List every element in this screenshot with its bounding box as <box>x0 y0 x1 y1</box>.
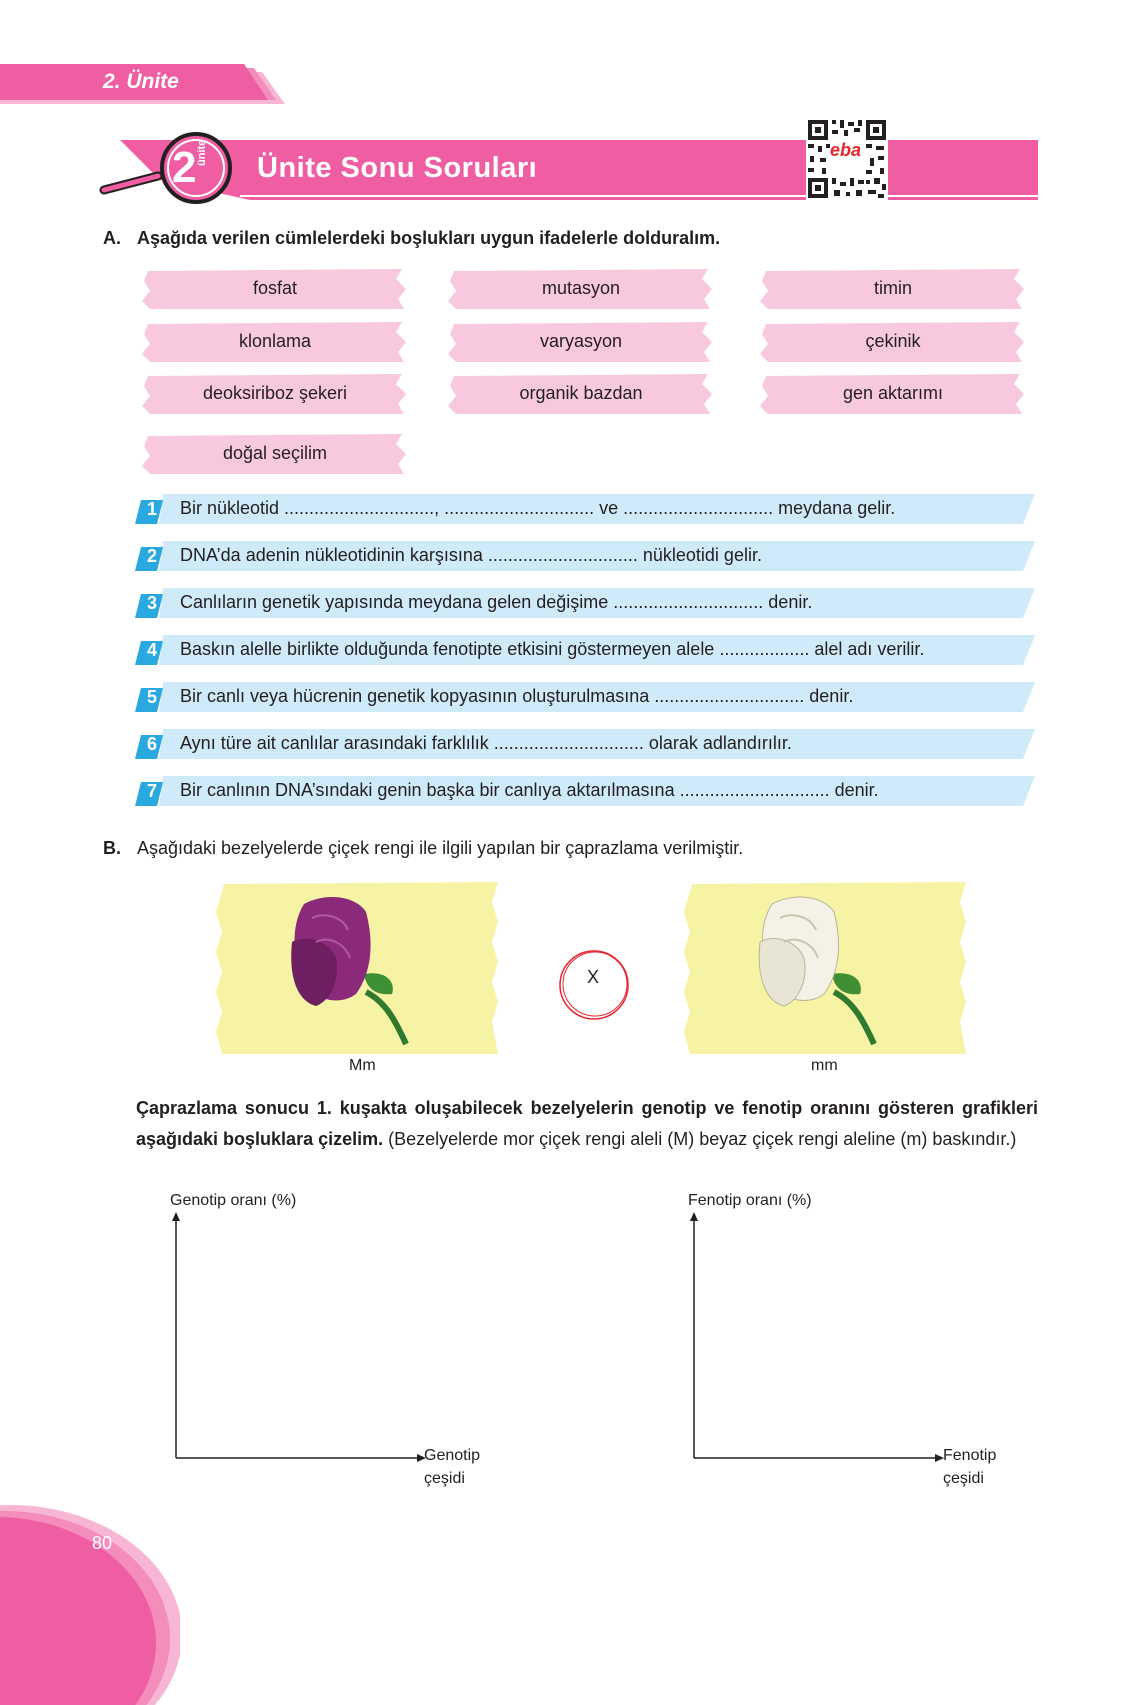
genotype-x-label-line1: Genotip <box>424 1447 481 1464</box>
unit-badge-word: ünite <box>196 139 208 166</box>
page-number: 80 <box>92 1533 113 1553</box>
word-chip <box>140 432 410 476</box>
question-text: Bir canlının DNA’sındaki genin başka bir canlıya aktarılmasına .............................. denir. <box>180 780 879 800</box>
section-b-text: Aşağıdaki bezelyelerde çiçek rengi ile ilgili yapılan bir çaprazlama verilmiştir. <box>137 838 744 858</box>
word-chip <box>140 320 410 364</box>
question-text: Canlıların genetik yapısında meydana gelen değişime .............................. denir. <box>180 592 813 612</box>
word-chip-label: gen aktarımı <box>842 383 944 403</box>
word-chip <box>758 320 1028 364</box>
word-chip-label: çekinik <box>865 331 921 351</box>
question-number: 6 <box>146 734 157 754</box>
right-flower-genotype: mm <box>811 1057 838 1074</box>
word-chip-label: fosfat <box>252 278 298 298</box>
question-number: 3 <box>146 593 157 613</box>
section-a-text: Aşağıda verilen cümlelerdeki boşlukları uygun ifadelerle dolduralım. <box>137 228 721 248</box>
eba-logo: eba <box>830 140 862 160</box>
word-chip <box>140 267 410 311</box>
section-a-instruction <box>103 228 720 249</box>
genotype-graph-axes <box>168 1212 428 1468</box>
question-row <box>135 492 1035 526</box>
question-row <box>135 539 1035 573</box>
word-chip <box>140 372 410 416</box>
question-row <box>135 633 1035 667</box>
task-paragraph-normal: (Bezelyelerde mor çiçek rengi aleli (M) beyaz çiçek rengi aleline (m) baskındır.) <box>383 1129 1017 1149</box>
question-text: Aynı türe ait canlılar arasındaki farklılık .............................. olarak adlandırılır. <box>180 733 792 753</box>
word-chip-label: doğal seçilim <box>222 443 328 463</box>
word-chip-label: organik bazdan <box>519 383 643 403</box>
word-chip <box>446 267 716 311</box>
question-text: DNA’da adenin nükleotidinin karşısına .............................. nükleotidi gelir. <box>180 545 762 565</box>
question-row <box>135 680 1035 714</box>
question-number: 4 <box>146 640 157 660</box>
page-number-circle <box>0 1505 180 1705</box>
phenotype-x-label-line2: çeşidi <box>943 1470 984 1487</box>
question-number: 2 <box>146 546 157 566</box>
phenotype-x-label-line1: Fenotip <box>943 1447 997 1464</box>
unit-badge-number: 2 <box>172 143 197 192</box>
phenotype-y-label: Fenotip oranı (%) <box>688 1192 812 1209</box>
unit-tab-label: 2. Ünite <box>103 70 179 93</box>
purple-flower-image <box>216 882 498 1054</box>
task-paragraph <box>136 1093 1038 1155</box>
left-flower-genotype: Mm <box>349 1057 376 1074</box>
question-row <box>135 586 1035 620</box>
word-chip <box>758 372 1028 416</box>
genotype-x-label-line2: çeşidi <box>424 1470 465 1487</box>
word-chip-label: timin <box>873 278 912 298</box>
question-number: 5 <box>146 687 157 707</box>
word-chip <box>758 267 1028 311</box>
magnifier-icon <box>98 128 238 208</box>
phenotype-graph-axes <box>686 1212 946 1468</box>
cross-symbol: X <box>587 967 600 987</box>
word-chip <box>446 372 716 416</box>
question-number: 7 <box>146 781 157 801</box>
word-chip-label: klonlama <box>238 331 312 351</box>
question-text: Bir nükleotid .............................., .............................. ve .............................. meydana gelir. <box>180 498 896 518</box>
question-row <box>135 727 1035 761</box>
question-text: Baskın alelle birlikte olduğunda fenotipte etkisini göstermeyen alele .................. alel adı verilir. <box>180 639 925 659</box>
section-a-letter: A. <box>103 228 121 248</box>
question-row <box>135 774 1035 808</box>
word-chip-label: varyasyon <box>539 331 623 351</box>
section-b-instruction <box>103 838 743 859</box>
task-paragraph-bold: Çaprazlama sonucu 1. kuşakta oluşabilecek bezelyelerin genotip ve fenotip oranını gösteren grafikleri aşağıdaki boşluklara çizelim. <box>136 1098 1038 1149</box>
section-b-letter: B. <box>103 838 121 858</box>
word-chip-label: deoksiriboz şekeri <box>202 383 348 403</box>
word-chip-label: mutasyon <box>541 278 621 298</box>
page-title: Ünite Sonu Soruları <box>257 152 538 184</box>
white-flower-image <box>684 882 966 1054</box>
question-number: 1 <box>146 499 157 519</box>
word-chip <box>446 320 716 364</box>
question-text: Bir canlı veya hücrenin genetik kopyasının oluşturulmasına .............................. denir. <box>180 686 854 706</box>
genotype-y-label: Genotip oranı (%) <box>170 1192 297 1209</box>
